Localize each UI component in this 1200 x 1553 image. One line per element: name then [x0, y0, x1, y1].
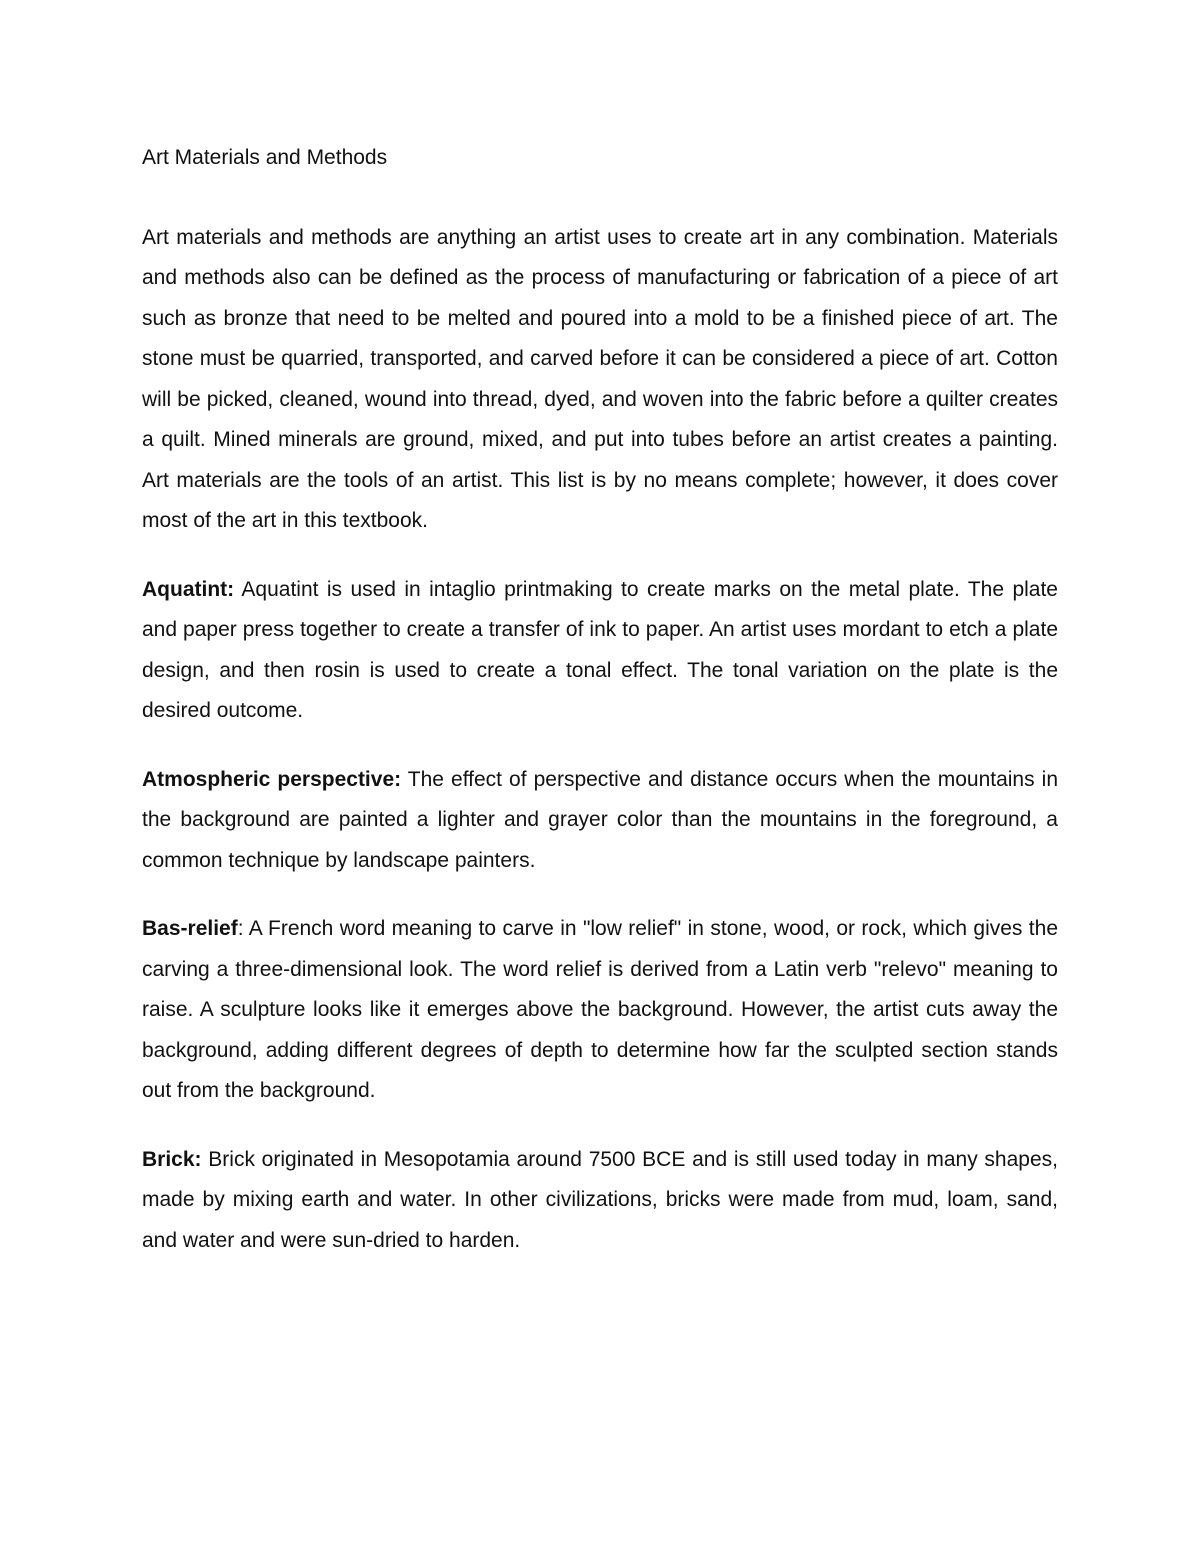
entry-brick	[142, 1140, 1058, 1262]
entry-definition: Brick originated in Mesopotamia around 7500 BCE and is still used today in many shapes, made by mixing earth and water. In other civilizations, bricks were made from mud, loam, sand, and water and were sun-dried to harden.	[142, 1147, 1058, 1252]
entry-term: Bas-relief	[142, 917, 238, 940]
entry-definition: The effect of perspective and distance occurs when the mountains in the background are painted a lighter and grayer color than the mountains in the foreground, a common technique by landscape painters.	[142, 767, 1058, 872]
intro-paragraph: Art materials and methods are anything an artist uses to create art in any combination. Materials and methods also can be defined as the process of manufacturing or fabrication of a piece of art such as bronze that need to be melted and poured into a mold to be a finished piece of art. The stone must be quarried, transported, and carved before it can be considered a piece of art. Cotton will be picked, cleaned, wound into thread, dyed, and woven into the fabric before a quilter creates a quilt. Mined minerals are ground, mixed, and put into tubes before an artist creates a painting. Art materials are the tools of an artist. This list is by no means complete; however, it does cover most of the art in this textbook.	[142, 225, 1058, 532]
entry-term: Brick:	[142, 1147, 202, 1171]
entry-term: Atmospheric perspective:	[142, 767, 402, 791]
entry-bas-relief	[142, 909, 1058, 1112]
entry-atmospheric-perspective	[142, 760, 1058, 882]
entry-aquatint	[142, 570, 1058, 732]
entry-definition: : A French word meaning to carve in "low relief" in stone, wood, or rock, which gives the carving a three-dimensional look. The word relief is derived from a Latin verb "relevo" meaning to raise. A sculpture looks like it emerges above the background. However, the artist cuts away the background, adding different degrees of depth to determine how far the sculpted section stands out from the background.	[142, 917, 1058, 1102]
entry-term: Aquatint:	[142, 577, 235, 601]
entry-definition: Aquatint is used in intaglio printmaking to create marks on the metal plate. The plate and paper press together to create a transfer of ink to paper. An artist uses mordant to etch a plate design, and then rosin is used to create a tonal effect. The tonal variation on the plate is the desired outcome.	[142, 577, 1058, 722]
document-body	[142, 138, 1058, 1261]
document-title: Art Materials and Methods	[142, 146, 388, 169]
